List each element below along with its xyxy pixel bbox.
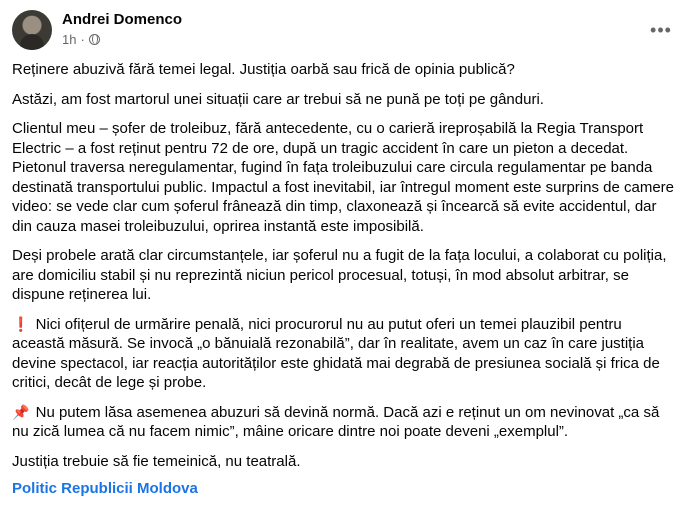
paragraph-client: Clientul meu – șofer de troleibuz, fără antecedente, cu o carieră ireproșabilă la Regia Transport Electric – a fost reținut pentru 72 de ore, după un tragic accident în care un pieton a decedat. Pietonul traversa neregulamentar, fugind în fața troleibuzului care circula regulamentar pe banda destinată transportului public. Impactul a fost inevitabil, iar întregul moment este surprins de camere video: se vede clar cum șoferul frânează din timp, claxonează și încearcă să evite accidentul, dar din cauza masei troleibuzului, oprirea instantă este imposibilă. <box>12 120 674 235</box>
page-link[interactable]: Politic Republicii Moldova <box>12 480 198 497</box>
pushpin-icon: 📌 <box>12 403 30 420</box>
post-meta: 1h · <box>62 32 100 47</box>
post-time[interactable]: 1h <box>62 32 77 47</box>
globe-icon[interactable] <box>89 34 100 45</box>
exclamation-icon: ❗ <box>12 315 30 332</box>
avatar[interactable] <box>12 10 52 50</box>
author-name[interactable]: Andrei Domenco <box>62 11 183 28</box>
more-options-icon[interactable]: ••• <box>650 19 672 40</box>
paragraph-headline: Reținere abuzivă fără temei legal. Justiția oarbă sau frică de opinia publică? <box>12 61 515 78</box>
paragraph-intro: Astăzi, am fost martorul unei situații care ar trebui să ne pună pe toți pe gânduri. <box>12 90 544 108</box>
post-body <box>12 60 677 509</box>
paragraph-conclusion: Justiția trebuie să fie temeinică, nu teatrală. <box>12 452 301 470</box>
post-header <box>12 10 675 50</box>
paragraph-abuse: 📌 Nu putem lăsa asemenea abuzuri să devină normă. Dacă azi e reținut un om nevinovat „ca să nu zică lumea că nu facem nimic”, mâine oricare dintre noi poate deveni „exemplul”. <box>12 403 660 440</box>
paragraph-officer: ❗ Nici ofițerul de urmărire penală, nici procurorul nu au putut oferi un temei plauzibil pentru această măsură. Se invocă „o bănuială rezonabilă”, dar în realitate, avem un caz în care justiția devine spectacol, iar reacția autorităților este ghidată mai degrabă de presiunea socială și frica de critici, decât de lege și probe. <box>12 315 660 391</box>
paragraph-evidence: Deși probele arată clar circumstanțele, iar șoferul nu a fugit de la fața locului, a colaborat cu poliția, are domiciliu stabil și nu reprezintă niciun pericol procesual, totuși, în mod absolut arbitrar, se dispune reținerea lui. <box>12 247 667 303</box>
